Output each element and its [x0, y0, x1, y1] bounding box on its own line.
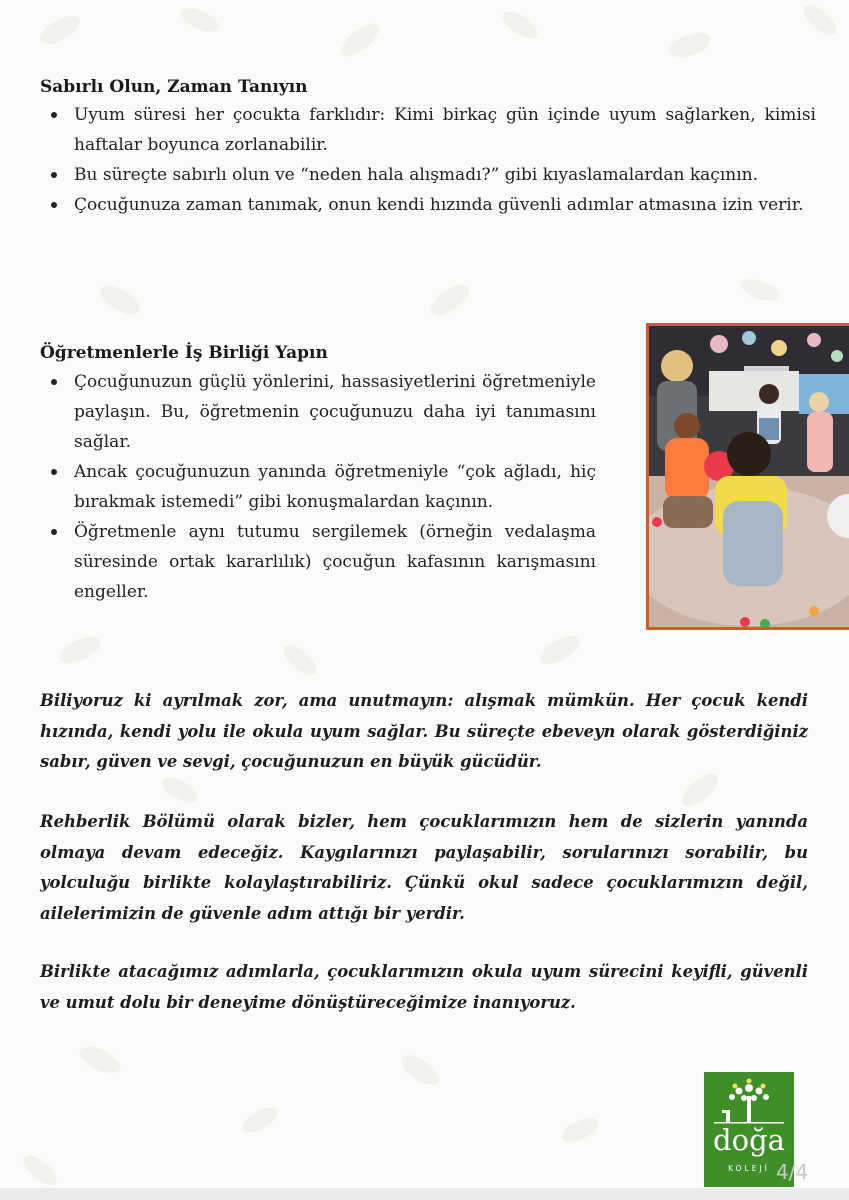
bullet-dot: [51, 202, 57, 208]
list-item-text: Bu süreçte sabırlı olun ve “neden hala alışmadı?” gibi kıyaslamalardan kaçının.: [74, 165, 758, 185]
bullet-dot: [51, 529, 57, 535]
classroom-photo: [646, 323, 849, 630]
list-item: [40, 517, 596, 607]
list-item: [40, 190, 816, 220]
list-item-text: Çocuğunuza zaman tanımak, onun kendi hızında güvenli adımlar atmasına izin verir.: [74, 195, 804, 215]
list-item-text: Öğretmenle aynı tutumu sergilemek (örneğin vedalaşma süresinde ortak kararlılık) çocuğun kafasının karışmasını engeller.: [74, 522, 596, 602]
list-item: [40, 457, 596, 517]
bullet-list-teacher-cooperation: [40, 367, 596, 607]
section-title-patience: Sabırlı Olun, Zaman Tanıyın: [40, 77, 308, 97]
list-item-text: Uyum süresi her çocukta farklıdır: Kimi birkaç gün içinde uyum sağlarken, kimisi haftalar boyunca zorlanabilir.: [74, 105, 816, 155]
closing-paragraph-2: Rehberlik Bölümü olarak bizler, hem çocuklarımızın hem de sizlerin yanında olmaya devam edeceğiz. Kaygılarınızı paylaşabilir, sorularınızı sorabilir, bu yolculuğu birlikte kolaylaştırabiliriz. Çünkü okul sadece çocuklarımızın değil, ailelerimizin de güvenle adım attığı bir yerdir.: [40, 812, 808, 923]
list-item-text: Çocuğunuzun güçlü yönlerini, hassasiyetlerini öğretmeniyle paylaşın. Bu, öğretmenin çocuğunuzu daha iyi tanımasını sağlar.: [74, 372, 596, 452]
logo-name: doğa: [713, 1123, 785, 1157]
section-title-teacher-cooperation: Öğretmenlerle İş Birliği Yapın: [40, 343, 328, 363]
bullet-dot: [51, 112, 57, 118]
bottom-bar: [0, 1188, 849, 1200]
classroom-photo-illustration: [649, 326, 849, 627]
list-item: [40, 160, 816, 190]
closing-paragraph-1: Biliyoruz ki ayrılmak zor, ama unutmayın: alışmak mümkün. Her çocuk kendi hızında, kendi yolu ile okula uyum sağlar. Bu süreçte ebeveyn olarak gösterdiğiniz sabır, güven ve sevgi, çocuğunuzun en büyük gücüdür.: [40, 691, 808, 771]
bullet-list-patience: [40, 100, 816, 220]
bullet-dot: [51, 379, 57, 385]
closing-paragraph-3: Birlikte atacağımız adımlarla, çocuklarımızın okula uyum sürecini keyifli, güvenli ve umut dolu bir deneyime dönüştüreceğimize inanıyoruz.: [40, 962, 808, 1012]
page-number: 4/4: [776, 1160, 809, 1184]
bullet-dot: [51, 469, 57, 475]
logo-subtitle: KOLEJİ: [728, 1164, 770, 1173]
list-item-text: Ancak çocuğunuzun yanında öğretmeniyle “çok ağladı, hiç bırakmak istemedi” gibi konuşmalardan kaçının.: [74, 462, 596, 512]
list-item: [40, 367, 596, 457]
tree-icon: [704, 1072, 794, 1128]
list-item: [40, 100, 816, 160]
bullet-dot: [51, 172, 57, 178]
